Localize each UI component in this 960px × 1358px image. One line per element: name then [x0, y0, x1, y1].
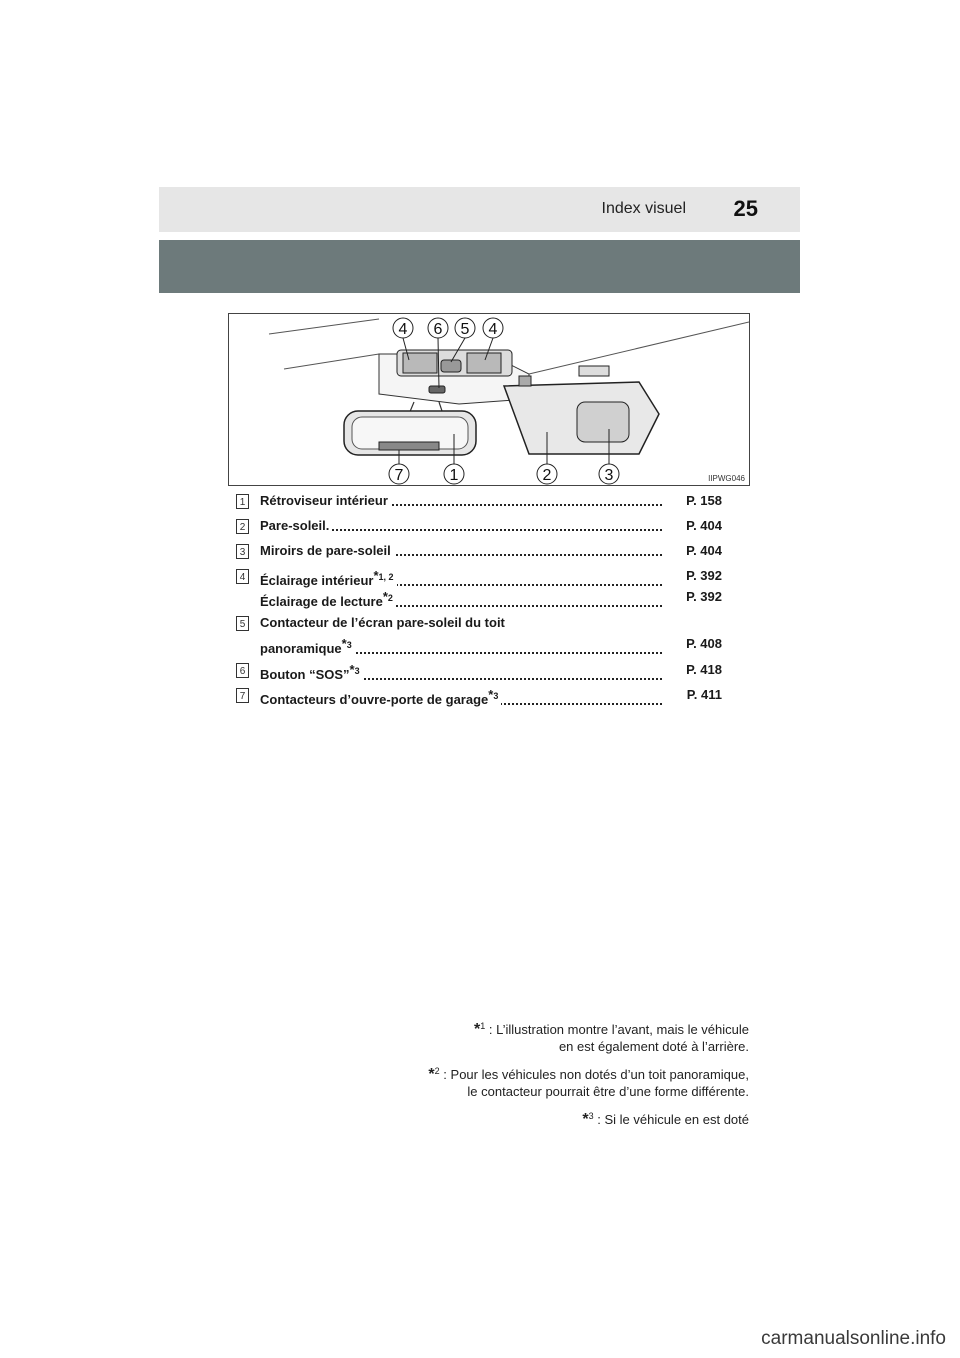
list-item — [236, 543, 756, 568]
item-label-2: Éclairage de lecture — [260, 594, 383, 609]
item-label: Contacteur de l’écran pare-soleil du toit — [260, 615, 508, 630]
item-label: Miroirs de pare-soleil — [260, 543, 394, 558]
footnote-ref: 3 — [493, 691, 499, 701]
callout-7: 7 — [394, 467, 404, 484]
list-item — [236, 493, 756, 518]
callout-4b: 4 — [488, 321, 498, 338]
callout-3: 3 — [604, 467, 614, 484]
item-label: Pare-soleil. — [260, 518, 332, 533]
callout-6: 6 — [433, 321, 443, 338]
footnote-2: *$^2$ : Pour les véhicules non dotés d’un toit panoramique, le contacteur pourrait être d’une forme différente. — [428, 1066, 749, 1099]
page-link[interactable]: P. 158 — [682, 493, 722, 508]
footnote-ref: 3 — [346, 640, 352, 650]
page-header — [159, 187, 800, 232]
footnote-ref: 1, 2 — [378, 572, 394, 582]
footnote-3: *$^3$ : Si le véhicule en est doté — [582, 1111, 749, 1128]
item-label-2: panoramique — [260, 641, 342, 656]
callout-5: 5 — [460, 321, 470, 338]
watermark: carmanualsonline.info — [761, 1328, 946, 1349]
item-number: 6 — [236, 663, 249, 678]
item-number: 5 — [236, 616, 249, 631]
item-label: Éclairage intérieur — [260, 573, 374, 588]
list-item: 4 Éclairage intérieur$^{*1, 2}$ P. 392 Éclairage de lecture$^{*2}$ P. 392 — [236, 568, 756, 615]
page-link[interactable]: P. 404 — [682, 518, 722, 533]
page-number: 25 — [733, 196, 758, 221]
list-item — [236, 518, 756, 543]
page-link[interactable]: P. 392 — [682, 589, 722, 604]
footnote-ref: 2 — [387, 593, 393, 603]
page-link[interactable]: P. 411 — [683, 687, 722, 702]
item-label: Contacteurs d’ouvre-porte de garage — [260, 692, 489, 707]
item-number: 7 — [236, 688, 249, 703]
item-number: 2 — [236, 519, 249, 534]
page-link[interactable]: P. 404 — [682, 543, 722, 558]
item-number: 3 — [236, 544, 249, 559]
item-number: 4 — [236, 569, 249, 584]
callout-4a: 4 — [398, 321, 408, 338]
item-label: Rétroviseur intérieur — [260, 493, 391, 508]
page-link[interactable]: P. 408 — [682, 636, 722, 651]
footnote-ref: 3 — [354, 666, 360, 676]
item-label: Bouton “SOS” — [260, 667, 350, 682]
list-item: 6 Bouton “SOS”$^{*3}$ P. 418 — [236, 662, 756, 687]
list-item: 7 Contacteurs d’ouvre-porte de garage$^{*3}$ P. 411 — [236, 687, 756, 712]
section-title: Index visuel — [601, 200, 686, 217]
footnotes — [309, 1018, 749, 1136]
overhead-console-illustration — [228, 313, 750, 486]
callout-1: 1 — [449, 467, 459, 484]
page-link[interactable]: P. 392 — [682, 568, 722, 583]
list-item: 5 Contacteur de l’écran pare-soleil du toit panoramique$^{*3}$ P. 408 — [236, 615, 756, 662]
callout-2: 2 — [542, 467, 552, 484]
footnote-1: *$^1$ : L’illustration montre l’avant, mais le véhicule en est également doté à l’arrière. — [474, 1021, 749, 1054]
page-link[interactable]: P. 418 — [682, 662, 722, 677]
item-number: 1 — [236, 494, 249, 509]
section-band — [159, 240, 800, 293]
illustration-drawing — [229, 314, 749, 485]
figure-id: IIPWG046 — [708, 474, 745, 483]
item-list — [236, 493, 756, 712]
